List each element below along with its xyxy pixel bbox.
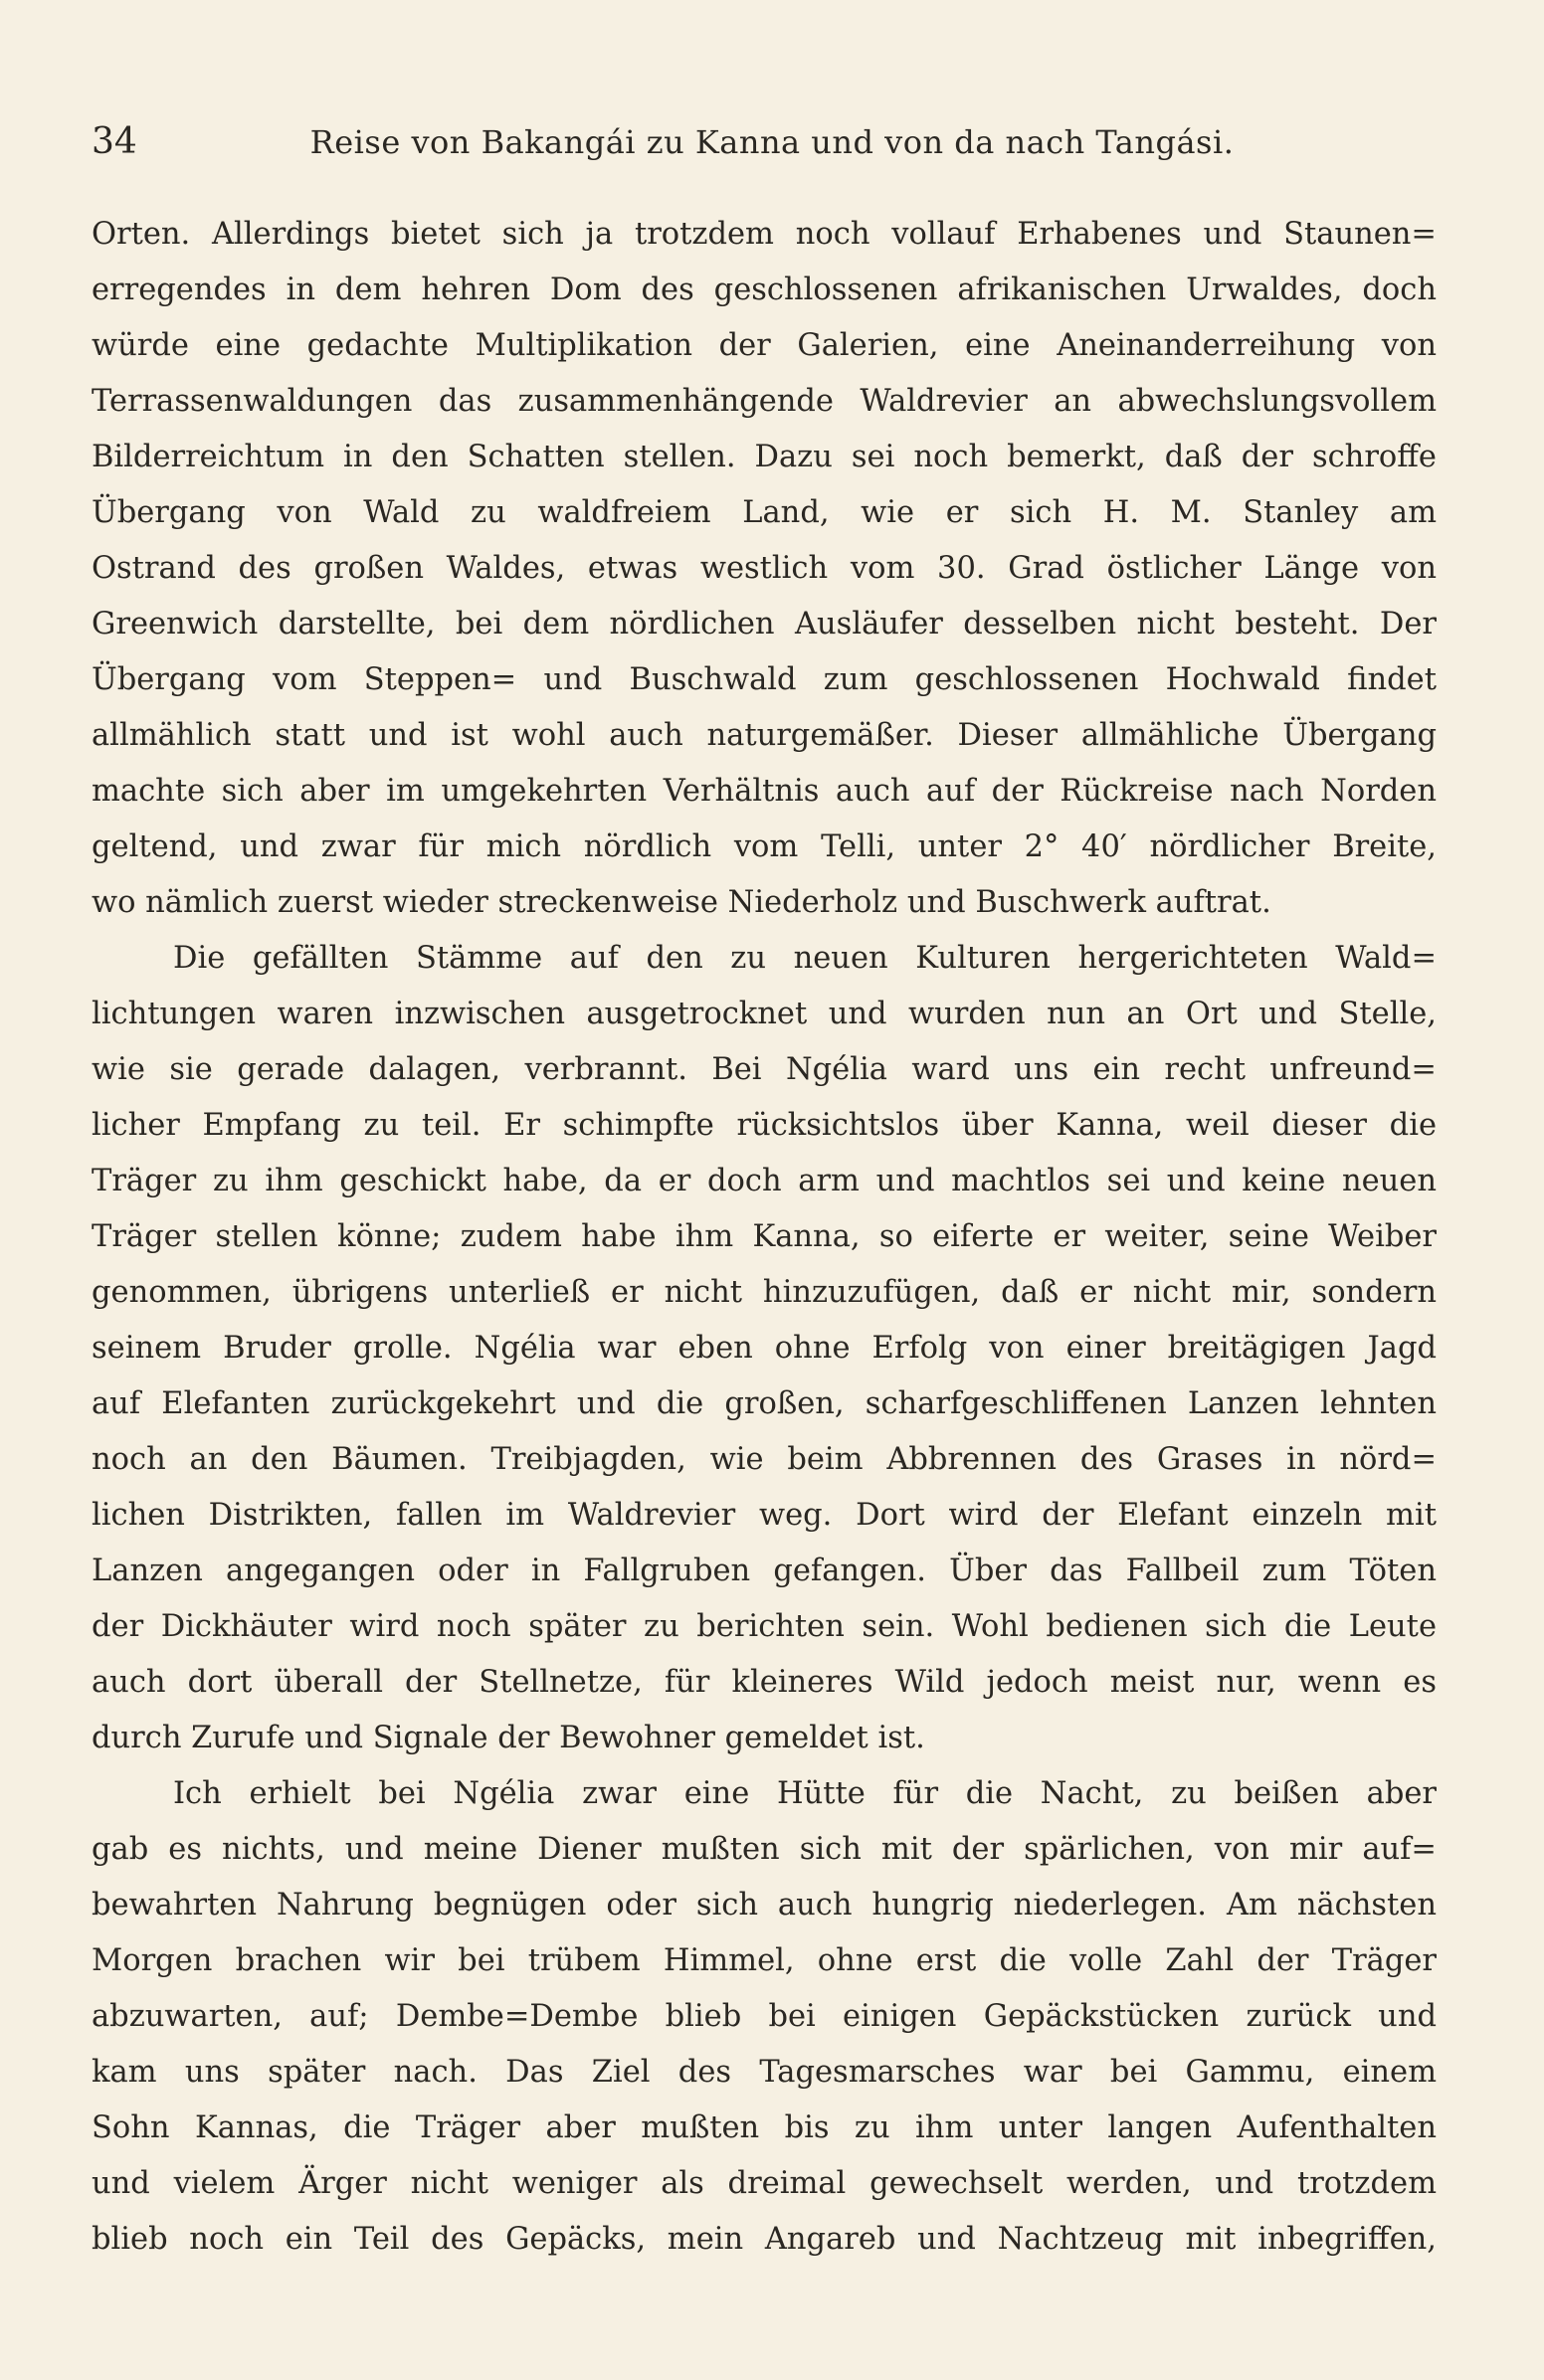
text-line: kam uns später nach. Das Ziel des Tagesmarsches war bei Gammu, einem xyxy=(92,2055,1437,2090)
text-line: genommen, übrigens unterließ er nicht hinzuzufügen, daß er nicht mir, sondern xyxy=(92,1275,1437,1310)
text-line: Träger zu ihm geschickt habe, da er doch arm und machtlos sei und keine neuen xyxy=(92,1164,1437,1198)
text-line: erregendes in dem hehren Dom des geschlossenen afrikanischen Urwaldes, doch xyxy=(92,273,1437,307)
text-line: abzuwarten, auf; Dembe=Dembe blieb bei einigen Gepäckstücken zurück und xyxy=(92,1999,1437,2034)
text-line: Sohn Kannas, die Träger aber mußten bis zu ihm unter langen Aufenthalten xyxy=(92,2110,1437,2145)
text-line: Ostrand des großen Waldes, etwas westlich vom 30. Grad östlicher Länge von xyxy=(92,551,1437,586)
text-line: der Dickhäuter wird noch später zu berichten sein. Wohl bedienen sich die Leute xyxy=(92,1609,1437,1644)
text-line: blieb noch ein Teil des Gepäcks, mein Angareb und Nachtzeug mit inbegriffen, xyxy=(92,2222,1437,2257)
body-text xyxy=(92,207,1437,2268)
text-line: Orten. Allerdings bietet sich ja trotzdem noch vollauf Erhabenes und Staunen= xyxy=(92,217,1437,252)
text-line: gab es nichts, und meine Diener mußten sich mit der spärlichen, von mir auf= xyxy=(92,1832,1437,1867)
text-line: Ich erhielt bei Ngélia zwar eine Hütte für die Nacht, zu beißen aber xyxy=(173,1776,1437,1811)
text-line: allmählich statt und ist wohl auch naturgemäßer. Dieser allmähliche Übergang xyxy=(92,718,1437,753)
running-title: Reise von Bakangái zu Kanna und von da nach Tangási. xyxy=(309,123,1235,161)
text-line: Lanzen angegangen oder in Fallgruben gefangen. Über das Fallbeil zum Töten xyxy=(92,1554,1437,1588)
text-line: auch dort überall der Stellnetze, für kleineres Wild jedoch meist nur, wenn es xyxy=(92,1665,1437,1700)
text-line: durch Zurufe und Signale der Bewohner gemeldet ist. xyxy=(92,1721,925,1755)
text-line: geltend, und zwar für mich nördlich vom Telli, unter 2° 40′ nördlicher Breite, xyxy=(92,829,1437,864)
text-line: Übergang vom Steppen= und Buschwald zum geschlossenen Hochwald findet xyxy=(92,662,1437,697)
text-line: Morgen brachen wir bei trübem Himmel, ohne erst die volle Zahl der Träger xyxy=(92,1943,1437,1978)
text-line: Greenwich darstellte, bei dem nördlichen Ausläufer desselben nicht besteht. Der xyxy=(92,607,1437,641)
page-number: 34 xyxy=(92,121,137,162)
text-line: Träger stellen könne; zudem habe ihm Kanna, so eiferte er weiter, seine Weiber xyxy=(92,1219,1437,1254)
text-line: machte sich aber im umgekehrten Verhältnis auch auf der Rückreise nach Norden xyxy=(92,774,1437,809)
text-line: würde eine gedachte Multiplikation der Galerien, eine Aneinanderreihung von xyxy=(92,328,1437,363)
text-line: lichtungen waren inzwischen ausgetrocknet und wurden nun an Ort und Stelle, xyxy=(92,997,1437,1031)
text-line: lichen Distrikten, fallen im Waldrevier weg. Dort wird der Elefant einzeln mit xyxy=(92,1498,1437,1533)
text-line: Bilderreichtum in den Schatten stellen. Dazu sei noch bemerkt, daß der schroffe xyxy=(92,440,1437,474)
text-line: Terrassenwaldungen das zusammenhängende Waldrevier an abwechslungsvollem xyxy=(92,384,1437,419)
text-line: noch an den Bäumen. Treibjagden, wie beim Abbrennen des Grases in nörd= xyxy=(92,1442,1437,1477)
text-line: seinem Bruder grolle. Ngélia war eben ohne Erfolg von einer breitägigen Jagd xyxy=(92,1331,1437,1366)
page-header xyxy=(92,117,1452,167)
text-line: bewahrten Nahrung begnügen oder sich auch hungrig niederlegen. Am nächsten xyxy=(92,1888,1437,1922)
text-line: licher Empfang zu teil. Er schimpfte rücksichtslos über Kanna, weil dieser die xyxy=(92,1108,1437,1143)
text-line: und vielem Ärger nicht weniger als dreimal gewechselt werden, und trotzdem xyxy=(92,2166,1437,2201)
text-line: Übergang von Wald zu waldfreiem Land, wie er sich H. M. Stanley am xyxy=(92,495,1437,530)
text-line: auf Elefanten zurückgekehrt und die großen, scharfgeschliffenen Lanzen lehnten xyxy=(92,1386,1437,1421)
text-line: wie sie gerade dalagen, verbrannt. Bei Ngélia ward uns ein recht unfreund= xyxy=(92,1052,1437,1087)
text-line: wo nämlich zuerst wieder streckenweise Niederholz und Buschwerk auftrat. xyxy=(92,885,1271,920)
text-line: Die gefällten Stämme auf den zu neuen Kulturen hergerichteten Wald= xyxy=(173,941,1437,976)
